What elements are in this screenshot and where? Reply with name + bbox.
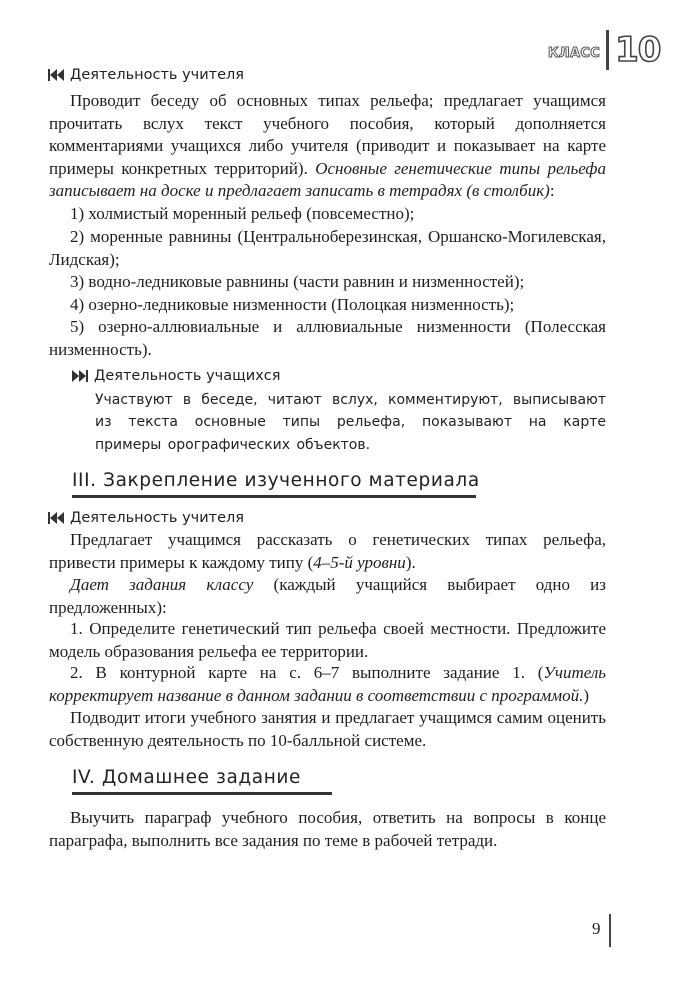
summary-paragraph bbox=[49, 707, 606, 752]
relief-type-item: 5) озерно-аллювиальные и аллювиальные низменности (Полесская низменность). bbox=[49, 317, 606, 359]
task-2-paragraph bbox=[49, 662, 606, 707]
rewind-icon bbox=[48, 69, 64, 81]
students-activity-text: Деятельность учащихся bbox=[94, 368, 281, 384]
relief-type-item: 3) водно-ледниковые равнины (части равнин и низменностей); bbox=[70, 272, 525, 291]
p1-italic: 4–5-й уровни bbox=[313, 552, 406, 572]
fast-forward-icon bbox=[72, 370, 88, 382]
grade-badge bbox=[548, 30, 660, 70]
section-4-heading: IV. Домашнее задание bbox=[72, 767, 332, 795]
relief-type-item: 4) озерно-ледниковые низменности (Полоцкая низменность); bbox=[70, 295, 515, 314]
tasks-paragraph bbox=[49, 574, 606, 619]
grade-number: 10 bbox=[615, 30, 661, 70]
p1-text: Предлагает учащимся рассказать о генетических типах рельефа, привести примеры к каждому типу ( bbox=[49, 530, 606, 572]
teacher-activity-text: Деятельность учителя bbox=[70, 67, 245, 83]
consolidation-paragraph bbox=[49, 529, 606, 574]
homework-paragraph bbox=[49, 807, 606, 852]
teacher-activity-text: Деятельность учителя bbox=[70, 510, 245, 526]
p2-italic: Дает задания классу bbox=[70, 575, 254, 594]
section-3-heading: III. Закрепление изученного материала bbox=[72, 470, 476, 498]
task-2-text: 2. В контурной карте на с. 6–7 выполните задание 1. ( bbox=[70, 663, 544, 682]
teacher-intro-paragraph bbox=[49, 90, 606, 203]
summary-text: Подводит итоги учебного занятия и предлагает учащимся самим оценить собственную деятельность по 10-балльной системе. bbox=[49, 708, 606, 750]
students-activity-paragraph: Участвуют в беседе, читают вслух, комментируют, выписывают из текста основные типы рельефа, показывают на карте примеры орографических объектов. bbox=[95, 392, 606, 453]
page-number-bar bbox=[609, 914, 611, 947]
intro-text: Проводит беседу об основных типах рельефа; предлагает учащимся прочитать вслух текст учебного пособия, который дополняется комментариями учащихся либо учителя (приводит и показывает на карте примеры конкретных территорий). bbox=[49, 91, 606, 178]
grade-label: КЛАСС bbox=[548, 45, 601, 61]
task-1-text: 1. Определите генетический тип рельефа своей местности. Предложите модель образования рельефа ее территории. bbox=[49, 619, 606, 661]
teacher-activity-label bbox=[48, 510, 244, 526]
intro-italic: Основные генетические типы рельефа записывает на доске и предлагает записать в тетрадях (в столбик) bbox=[49, 158, 606, 201]
task-2-end: ) bbox=[583, 685, 590, 705]
grade-divider bbox=[606, 30, 609, 70]
task-1-paragraph bbox=[49, 618, 606, 663]
teacher-activity-label bbox=[48, 67, 244, 83]
relief-type-item: 1) холмистый моренный рельеф (повсеместно); bbox=[70, 204, 415, 223]
page-number: 9 bbox=[592, 919, 601, 938]
task-2-italic: Учитель корректирует название в данном задании в соответствии с программой. bbox=[49, 663, 606, 705]
homework-text: Выучить параграф учебного пособия, ответить на вопросы в конце параграфа, выполнить все задания по теме в рабочей тетради. bbox=[49, 808, 606, 850]
intro-colon: : bbox=[549, 181, 555, 201]
students-activity-label bbox=[72, 368, 280, 384]
p2-text: (каждый учащийся выбирает одно из предложенных): bbox=[49, 575, 606, 617]
relief-type-item: 2) моренные равнины (Центральноберезинская, Оршанско-Могилевская, Лидская); bbox=[49, 227, 606, 269]
p1-end: ). bbox=[405, 552, 416, 572]
rewind-icon bbox=[48, 512, 64, 524]
